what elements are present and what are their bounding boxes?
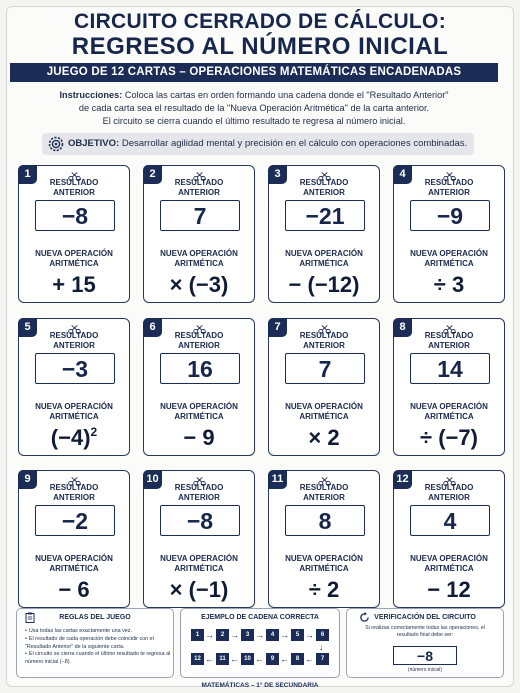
verification-panel [346,608,504,678]
operation-text: − 9 [183,425,215,450]
operation-value [269,272,379,298]
previous-result-label-line-1: RESULTADO [424,178,474,187]
card-number-badge: 4 [393,165,412,184]
operation-value [394,577,504,603]
arrow-right-icon: → [280,630,289,640]
operation-value [144,577,254,603]
card-number-badge: 6 [143,318,162,337]
instructions [20,89,488,128]
operation-card [393,470,505,608]
previous-result-label-line-2: ANTERIOR [428,188,470,197]
objective-bar [42,133,474,155]
operation-card [268,165,380,303]
previous-result-label-line-1: RESULTADO [49,178,99,187]
previous-result-label-line-1: RESULTADO [49,331,99,340]
previous-result-label-line-1: RESULTADO [424,331,474,340]
previous-result-label-line-1: RESULTADO [174,483,224,492]
previous-result-label-line-2: ANTERIOR [303,341,345,350]
chain-cell: 9 [266,653,279,665]
chain-cell: 10 [241,653,254,665]
rule-item: • El resultado de cada operación debe coincidir con el "Resultado Anterior" de la siguiente carta. [25,636,175,652]
new-operation-label-line-1: NUEVA OPERACIÓN [35,402,113,411]
new-operation-label-line-1: NUEVA OPERACIÓN [285,249,363,258]
chain-example-title: EJEMPLO DE CADENA CORRECTA [201,614,319,621]
new-operation-label-line-2: ARITMÉTICA [424,412,474,421]
operation-text: × (−1) [169,577,229,602]
operation-card [18,165,130,303]
previous-result-label [144,483,254,503]
chain-cell: 5 [291,629,304,641]
previous-result-label-line-1: RESULTADO [174,331,224,340]
chain-cell: 2 [216,629,229,641]
operation-value [394,272,504,298]
new-operation-label [394,402,504,422]
card-number-badge: 7 [268,318,287,337]
new-operation-label [394,554,504,574]
previous-result-label [144,178,254,198]
previous-result-label-line-2: ANTERIOR [428,493,470,502]
operation-card [143,470,255,608]
target-gear-icon [48,136,64,152]
arrow-right-icon: → [305,630,314,640]
previous-result-value: −9 [410,200,490,231]
operation-value [19,577,129,603]
new-operation-label-line-1: NUEVA OPERACIÓN [160,249,238,258]
new-operation-label [144,554,254,574]
previous-result-value: 7 [285,353,365,384]
instructions-line-1: Coloca las cartas en orden formando una cadena donde el "Resultado Anterior" [124,90,449,100]
new-operation-label-line-1: NUEVA OPERACIÓN [285,554,363,563]
new-operation-label-line-2: ARITMÉTICA [299,564,349,573]
previous-result-label [19,483,129,503]
new-operation-label [269,402,379,422]
arrow-left-icon: ← [305,654,314,664]
scissors-icon [318,168,331,178]
previous-result-label [144,331,254,351]
previous-result-label [394,483,504,503]
card-number-badge: 9 [18,470,37,489]
previous-result-label [269,331,379,351]
previous-result-label-line-1: RESULTADO [49,483,99,492]
operation-card [18,318,130,456]
scissors-icon [318,473,331,483]
scissors-icon [193,321,206,331]
chain-cell: 6 [316,629,329,641]
rules-title: REGLAS DEL JUEGO [59,614,131,621]
previous-result-label [19,178,129,198]
operation-value [19,272,129,298]
previous-result-label-line-2: ANTERIOR [428,341,470,350]
previous-result-label-line-2: ANTERIOR [178,493,220,502]
chain-cell: 1 [191,629,204,641]
scissors-icon [443,168,456,178]
operation-card [18,470,130,608]
new-operation-label-line-2: ARITMÉTICA [174,412,224,421]
previous-result-value: −8 [35,200,115,231]
rules-panel [16,608,174,678]
footer: MATEMÁTICAS – 1° DE SECUNDARIA [201,682,319,689]
operation-card [268,470,380,608]
previous-result-label-line-1: RESULTADO [299,178,349,187]
new-operation-label-line-2: ARITMÉTICA [174,259,224,268]
previous-result-label-line-2: ANTERIOR [178,188,220,197]
new-operation-label-line-2: ARITMÉTICA [424,259,474,268]
card-number-badge: 12 [393,470,412,489]
new-operation-label-line-2: ARITMÉTICA [424,564,474,573]
operation-card [393,318,505,456]
previous-result-label-line-2: ANTERIOR [53,341,95,350]
previous-result-value: −3 [35,353,115,384]
card-number-badge: 5 [18,318,37,337]
arrow-right-icon: → [230,630,239,640]
operation-text: − (−12) [288,272,360,297]
previous-result-value: 14 [410,353,490,384]
chain-cell: 4 [266,629,279,641]
verification-text: Si realizas correctamente todas las operaciones, el resultado final debe ser: [365,625,485,638]
previous-result-label [19,331,129,351]
card-number-badge: 10 [143,470,162,489]
new-operation-label [394,249,504,269]
previous-result-label [269,483,379,503]
previous-result-value: 8 [285,505,365,536]
arrow-right-icon: → [205,630,214,640]
operation-text: − 12 [427,577,471,602]
arrow-left-icon: ← [255,654,264,664]
operation-text: − 6 [58,577,90,602]
previous-result-value: 7 [160,200,240,231]
new-operation-label-line-2: ARITMÉTICA [49,259,99,268]
operation-value [144,272,254,298]
new-operation-label [144,402,254,422]
previous-result-label-line-1: RESULTADO [299,483,349,492]
new-operation-label-line-2: ARITMÉTICA [49,412,99,421]
new-operation-label-line-1: NUEVA OPERACIÓN [160,402,238,411]
instructions-line-3: El circuito se cierra cuando el último resultado te regresa al número inicial. [102,116,406,126]
scissors-icon [193,168,206,178]
arrow-down-icon: ↓ [319,642,324,652]
previous-result-label-line-2: ANTERIOR [53,188,95,197]
chain-cell: 12 [191,653,204,665]
operation-value [144,425,254,451]
operation-card [268,318,380,456]
operation-text: × 2 [308,425,340,450]
card-number-badge: 2 [143,165,162,184]
previous-result-label [269,178,379,198]
previous-result-value: 16 [160,353,240,384]
verification-title: VERIFICACIÓN DEL CIRCUITO [374,614,476,621]
verification-caption: (número inicial) [407,667,443,673]
chain-example-panel [180,608,340,678]
operation-text: ÷ (−7) [420,425,478,450]
previous-result-label-line-1: RESULTADO [174,178,224,187]
new-operation-label [19,249,129,269]
previous-result-label-line-2: ANTERIOR [53,493,95,502]
new-operation-label-line-2: ARITMÉTICA [49,564,99,573]
chain-cell: 11 [216,653,229,665]
objective-text: Desarrollar agilidad mental y precisión en el cálculo con operaciones combinadas. [121,138,468,149]
instructions-label: Instrucciones: [59,90,123,100]
new-operation-label [19,554,129,574]
operation-value [394,425,504,451]
rules-list [25,628,175,667]
chain-cell: 7 [316,653,329,665]
scissors-icon [68,473,81,483]
operation-text: (−4) [50,425,91,450]
previous-result-value: 4 [410,505,490,536]
arrow-left-icon: ← [205,654,214,664]
operation-card [143,165,255,303]
arrow-right-icon: → [255,630,264,640]
verification-value: −8 [393,646,457,665]
new-operation-label-line-1: NUEVA OPERACIÓN [160,554,238,563]
operation-exponent: 2 [90,425,98,439]
title-line-1: CIRCUITO CERRADO DE CÁLCULO: [73,10,446,33]
previous-result-label-line-1: RESULTADO [299,331,349,340]
card-number-badge: 1 [18,165,37,184]
scissors-icon [193,473,206,483]
rule-item: • Usa todas las cartas exactamente una vez. [25,628,175,636]
card-number-badge: 11 [268,470,287,489]
operation-value [19,425,129,451]
operation-text: ÷ 2 [308,577,340,602]
previous-result-label [394,331,504,351]
card-number-badge: 3 [268,165,287,184]
operation-text: × (−3) [169,272,229,297]
new-operation-label-line-2: ARITMÉTICA [174,564,224,573]
scissors-icon [443,473,456,483]
rule-item: • El circuito se cierra cuando el último resultado te regresa al número inicial (−8). [25,651,175,667]
chain-cell: 8 [291,653,304,665]
new-operation-label-line-1: NUEVA OPERACIÓN [410,249,488,258]
previous-result-label [394,178,504,198]
previous-result-label-line-1: RESULTADO [424,483,474,492]
previous-result-value: −2 [35,505,115,536]
previous-result-label-line-2: ANTERIOR [303,493,345,502]
previous-result-value: −21 [285,200,365,231]
operation-value [269,425,379,451]
title-line-2: REGRESO AL NÚMERO INICIAL [71,33,449,60]
arrow-left-icon: ← [280,654,289,664]
scissors-icon [68,168,81,178]
operation-value [269,577,379,603]
card-number-badge: 8 [393,318,412,337]
scissors-icon [68,321,81,331]
operation-text: + 15 [52,272,96,297]
operation-card [143,318,255,456]
operation-text: ÷ 3 [433,272,465,297]
arrow-left-icon: ← [230,654,239,664]
new-operation-label [269,249,379,269]
previous-result-label-line-2: ANTERIOR [303,188,345,197]
new-operation-label-line-1: NUEVA OPERACIÓN [410,402,488,411]
subtitle-banner: JUEGO DE 12 CARTAS – OPERACIONES MATEMÁTICAS ENCADENADAS [10,63,498,82]
instructions-line-2: de cada carta sea el resultado de la "Nueva Operación Aritmética" de la carta anterior. [78,103,430,113]
chain-cell: 3 [241,629,254,641]
new-operation-label [144,249,254,269]
previous-result-value: −8 [160,505,240,536]
new-operation-label-line-2: ARITMÉTICA [299,259,349,268]
new-operation-label-line-2: ARITMÉTICA [299,412,349,421]
scissors-icon [443,321,456,331]
new-operation-label-line-1: NUEVA OPERACIÓN [285,402,363,411]
new-operation-label [269,554,379,574]
operation-card [393,165,505,303]
previous-result-label-line-2: ANTERIOR [178,341,220,350]
new-operation-label-line-1: NUEVA OPERACIÓN [35,554,113,563]
scissors-icon [318,321,331,331]
objective-label: OBJETIVO: [68,138,120,149]
new-operation-label-line-1: NUEVA OPERACIÓN [35,249,113,258]
new-operation-label [19,402,129,422]
new-operation-label-line-1: NUEVA OPERACIÓN [410,554,488,563]
